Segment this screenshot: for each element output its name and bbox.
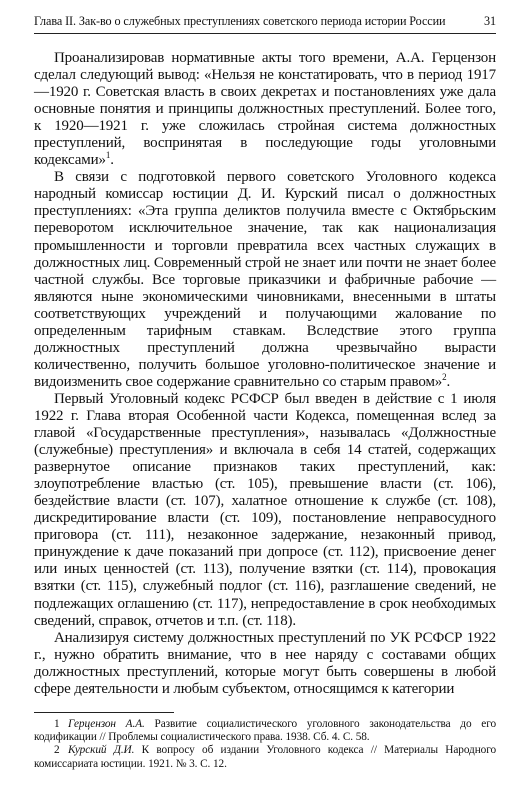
footnote (34, 718, 496, 744)
footnote-divider (34, 712, 174, 713)
paragraph (34, 391, 496, 630)
paragraph-text: Проанализировав нормативные акты того времени, А.А. Герцензон сделал следующий вывод: «Нельзя не констатировать, что в период 1917—1920 г. Советская власть в своих декретах и постановлениях уже дала основные понятия и принципы должностных преступлений. Более того, к 1920—1921 г. уже сложилась стройная система должностных преступлений, воспринятая в последующие годы уголовными кодексами» (34, 50, 496, 169)
footnotes (34, 718, 496, 771)
page-number: 31 (484, 14, 496, 28)
paragraph-tail: . (110, 152, 114, 169)
footnote-author: Герцензон А.А. (68, 718, 145, 730)
footnote-number: 2 (54, 744, 60, 757)
footnote-ref: 1 (105, 150, 111, 161)
footnote-author: Курский Д.И. (68, 744, 135, 757)
footnote (34, 744, 496, 770)
chapter-title: Глава II. Зак-во о служебных преступлениях советского периода истории России (34, 14, 446, 28)
paragraph (34, 630, 496, 698)
footnote-text: Развитие социалистического уголовного законодательства до его кодификации // Проблемы социалистического права. 1938. Сб. 4. С. 58. (34, 718, 496, 744)
paragraph (34, 50, 496, 169)
paragraph (34, 169, 496, 391)
running-head (34, 14, 496, 34)
paragraph-text: Первый Уголовный кодекс РСФСР был введен в действие с 1 июля 1922 г. Глава вторая Особенной части Кодекса, помещенная вслед за главой «Государственные преступления», называлась «Должностные (служебные) преступления» и включала в себя 14 статей, содержащих развернутое описание признаков таких преступлений, как: злоупотребление властью (ст. 105), превышение власти (ст. 106), бездействие власти (ст. 107), халатное отношение к службе (ст. 108), дискредитирование власти (ст. 109), постановление неправосудного приговора (ст. 111), незаконное задержание, незаконный привод, принуждение к даче показаний при допросе (ст. 112), присвоение денег или иных ценностей (ст. 113), получение взятки (ст. 114), провокация взятки (ст. 115), служебный подлог (ст. 116), разглашение сведений, не подлежащих оглашению (ст. 117), непредоставление в срок необходимых сведений, справок, отчетов и т.п. (ст. 118). (34, 390, 496, 629)
footnote-ref: 2 (442, 371, 447, 382)
footnote-text: К вопросу об издании Уголовного кодекса // Материалы Народного комиссариата юстиции. 1921. № 3. С. 12. (34, 744, 496, 770)
paragraph-text: В связи с подготовкой первого советского Уголовного кодекса народный комиссар юстиции Д. И. Курский писал о должностных преступлениях: «Эта группа деликтов получила вместе с Октябрьским переворотом исключительное значение, так как национализация промышленности и торговли превратила всех частных служащих в должностных лиц. Современный строй не знает или почти не знает более частной службы. Все торговые приказчики и фабричные рабочие — являются ныне экономическими чиновниками, внесенными в штаты соответствующих учреждений и получающими жалование по определенным тарифным ставкам. Вследствие этого группа должностных преступлений должна чрезвычайно вырасти количественно, получить большое уголовно-политическое значение и видоизменить свое содержание сравнительно со старым правом» (34, 169, 496, 390)
paragraph-text: Анализируя систему должностных преступлений по УК РСФСР 1922 г., нужно обратить внимание, что в нее наряду с составами общих должностных преступлений, которые могут быть совершены в любой сфере деятельности и любым субъектом, относящимся к категории (34, 629, 496, 697)
footnote-number: 1 (54, 718, 60, 730)
paragraph-tail: . (446, 373, 451, 390)
body-text (34, 50, 496, 698)
